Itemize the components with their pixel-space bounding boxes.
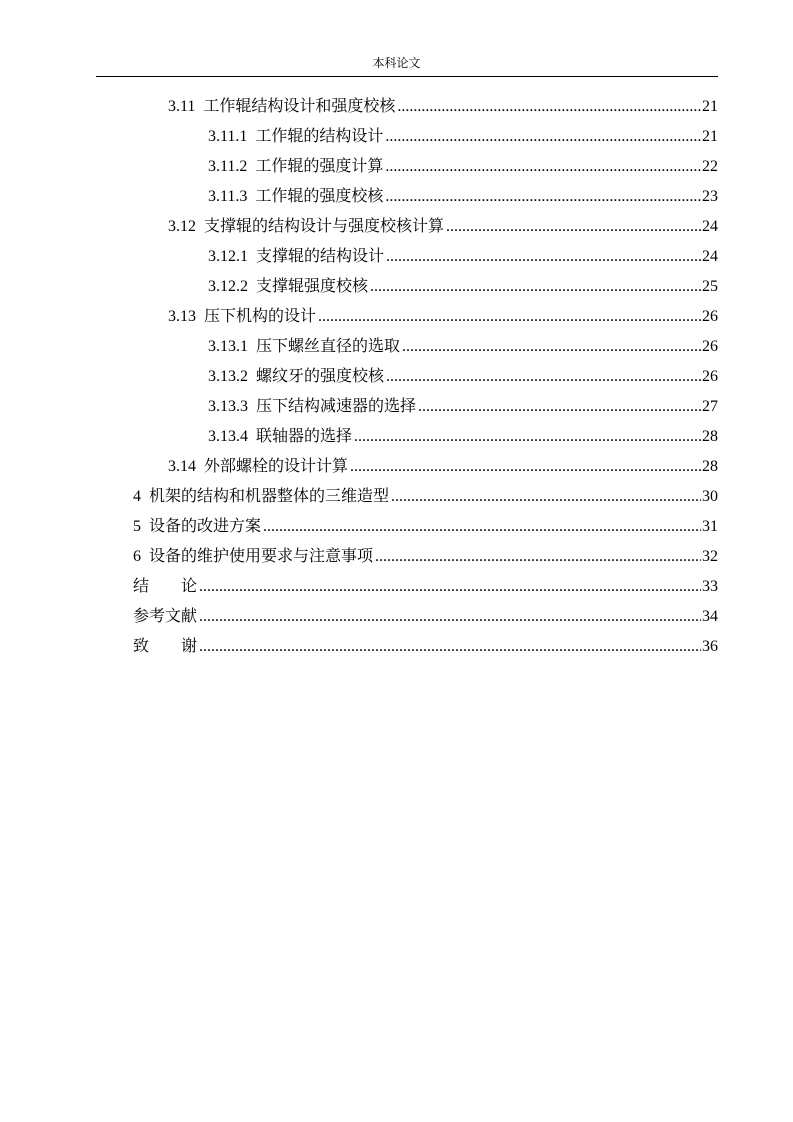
toc-entry-title: 压下结构减速器的选择 [256, 398, 417, 415]
toc-entry-title: 工作辊的结构设计 [255, 128, 384, 145]
toc-entry[interactable] [133, 512, 718, 542]
toc-entry-title: 致 谢 [133, 638, 198, 655]
toc-entry-page: 21 [702, 98, 718, 115]
toc-entry-title: 压下机构的设计 [204, 308, 317, 325]
toc-entry-number: 3.13 [168, 308, 196, 325]
toc-entry-title: 设备的改进方案 [149, 518, 262, 535]
toc-entry-title: 机架的结构和机器整体的三维造型 [149, 488, 390, 505]
toc-entry[interactable] [168, 302, 718, 332]
toc-entry[interactable] [133, 632, 718, 662]
toc-entry-page: 32 [702, 548, 718, 565]
toc-dot-leader [386, 362, 701, 392]
toc-entry-number: 3.13.2 [208, 368, 248, 385]
toc-entry-number: 3.12.1 [208, 248, 248, 265]
toc-entry-number: 3.12 [168, 218, 196, 235]
toc-entry-number: 5 [133, 518, 141, 535]
toc-entry-title: 设备的维护使用要求与注意事项 [149, 548, 374, 565]
toc-entry[interactable] [208, 242, 718, 272]
toc-entry-page: 28 [702, 458, 718, 475]
toc-entry-title: 支撑辊的结构设计 [256, 248, 385, 265]
toc-entry-number: 3.11 [168, 98, 196, 115]
header-divider [96, 76, 718, 77]
toc-entry-title: 联轴器的选择 [256, 428, 353, 445]
toc-dot-leader [318, 302, 701, 332]
toc-entry-page: 34 [702, 608, 718, 625]
toc-entry-page: 23 [702, 188, 718, 205]
toc-entry-title: 工作辊的强度校核 [255, 188, 384, 205]
toc-entry-title: 支撑辊强度校核 [256, 278, 369, 295]
toc-entry-title: 压下螺丝直径的选取 [256, 338, 401, 355]
toc-entry-number: 3.13.3 [208, 398, 248, 415]
toc-entry-title: 工作辊结构设计和强度校核 [203, 98, 396, 115]
toc-entry[interactable] [133, 542, 718, 572]
toc-entry-page: 30 [702, 488, 718, 505]
toc-entry-number: 4 [133, 488, 141, 505]
toc-entry-page: 25 [702, 278, 718, 295]
toc-entry-title: 参考文献 [133, 608, 198, 625]
toc-entry-number: 3.13.4 [208, 428, 248, 445]
toc-dot-leader [402, 332, 701, 362]
toc-dot-leader [199, 632, 701, 662]
toc-entry[interactable] [133, 572, 718, 602]
toc-entry[interactable] [133, 602, 718, 632]
toc-entry-number: 3.11.1 [208, 128, 248, 145]
toc-dot-leader [397, 92, 701, 122]
toc-entry-page: 26 [702, 368, 718, 385]
toc-entry[interactable] [208, 272, 718, 302]
toc-entry-page: 31 [702, 518, 718, 535]
toc-entry-title: 外部螺栓的设计计算 [204, 458, 349, 475]
toc-entry[interactable] [168, 212, 718, 242]
toc-entry-title: 工作辊的强度计算 [255, 158, 384, 175]
toc-entry-title: 螺纹牙的强度校核 [256, 368, 385, 385]
toc-entry-page: 28 [702, 428, 718, 445]
toc-entry[interactable] [133, 482, 718, 512]
toc-entry-number: 3.11.2 [208, 158, 248, 175]
toc-entry[interactable] [208, 122, 718, 152]
toc-entry-page: 26 [702, 338, 718, 355]
toc-dot-leader [199, 572, 701, 602]
toc-entry-number: 3.11.3 [208, 188, 248, 205]
toc-entry[interactable] [168, 92, 718, 122]
toc-dot-leader [385, 122, 701, 152]
toc-entry-number: 3.12.2 [208, 278, 248, 295]
toc-entry[interactable] [208, 182, 718, 212]
toc-entry-page: 24 [702, 218, 718, 235]
toc-entry[interactable] [208, 332, 718, 362]
toc-entry-page: 21 [702, 128, 718, 145]
toc-dot-leader [446, 212, 701, 242]
toc-entry-page: 36 [702, 638, 718, 655]
toc-dot-leader [385, 152, 701, 182]
toc-dot-leader [199, 602, 701, 632]
page-header-title: 本科论文 [372, 56, 421, 70]
toc-entry[interactable] [208, 152, 718, 182]
toc-entry-page: 27 [702, 398, 718, 415]
toc-dot-leader [263, 512, 701, 542]
toc-entry-title: 支撑辊的结构设计与强度校核计算 [204, 218, 445, 235]
toc-entry[interactable] [208, 362, 718, 392]
toc-entry-number: 6 [133, 548, 141, 565]
toc-entry-page: 22 [702, 158, 718, 175]
toc-dot-leader [418, 392, 701, 422]
toc-entry[interactable] [168, 452, 718, 482]
toc-entry-page: 33 [702, 578, 718, 595]
toc-dot-leader [350, 452, 701, 482]
toc-entry[interactable] [208, 422, 718, 452]
toc-entry-number: 3.13.1 [208, 338, 248, 355]
toc-dot-leader [391, 482, 701, 512]
toc-entry[interactable] [208, 392, 718, 422]
toc-dot-leader [354, 422, 701, 452]
toc-dot-leader [385, 182, 701, 212]
toc-entry-page: 24 [702, 248, 718, 265]
toc-dot-leader [375, 542, 701, 572]
toc-entry-page: 26 [702, 308, 718, 325]
toc-dot-leader [370, 272, 701, 302]
toc-dot-leader [386, 242, 701, 272]
toc-entry-title: 结 论 [133, 578, 198, 595]
toc-entry-number: 3.14 [168, 458, 196, 475]
